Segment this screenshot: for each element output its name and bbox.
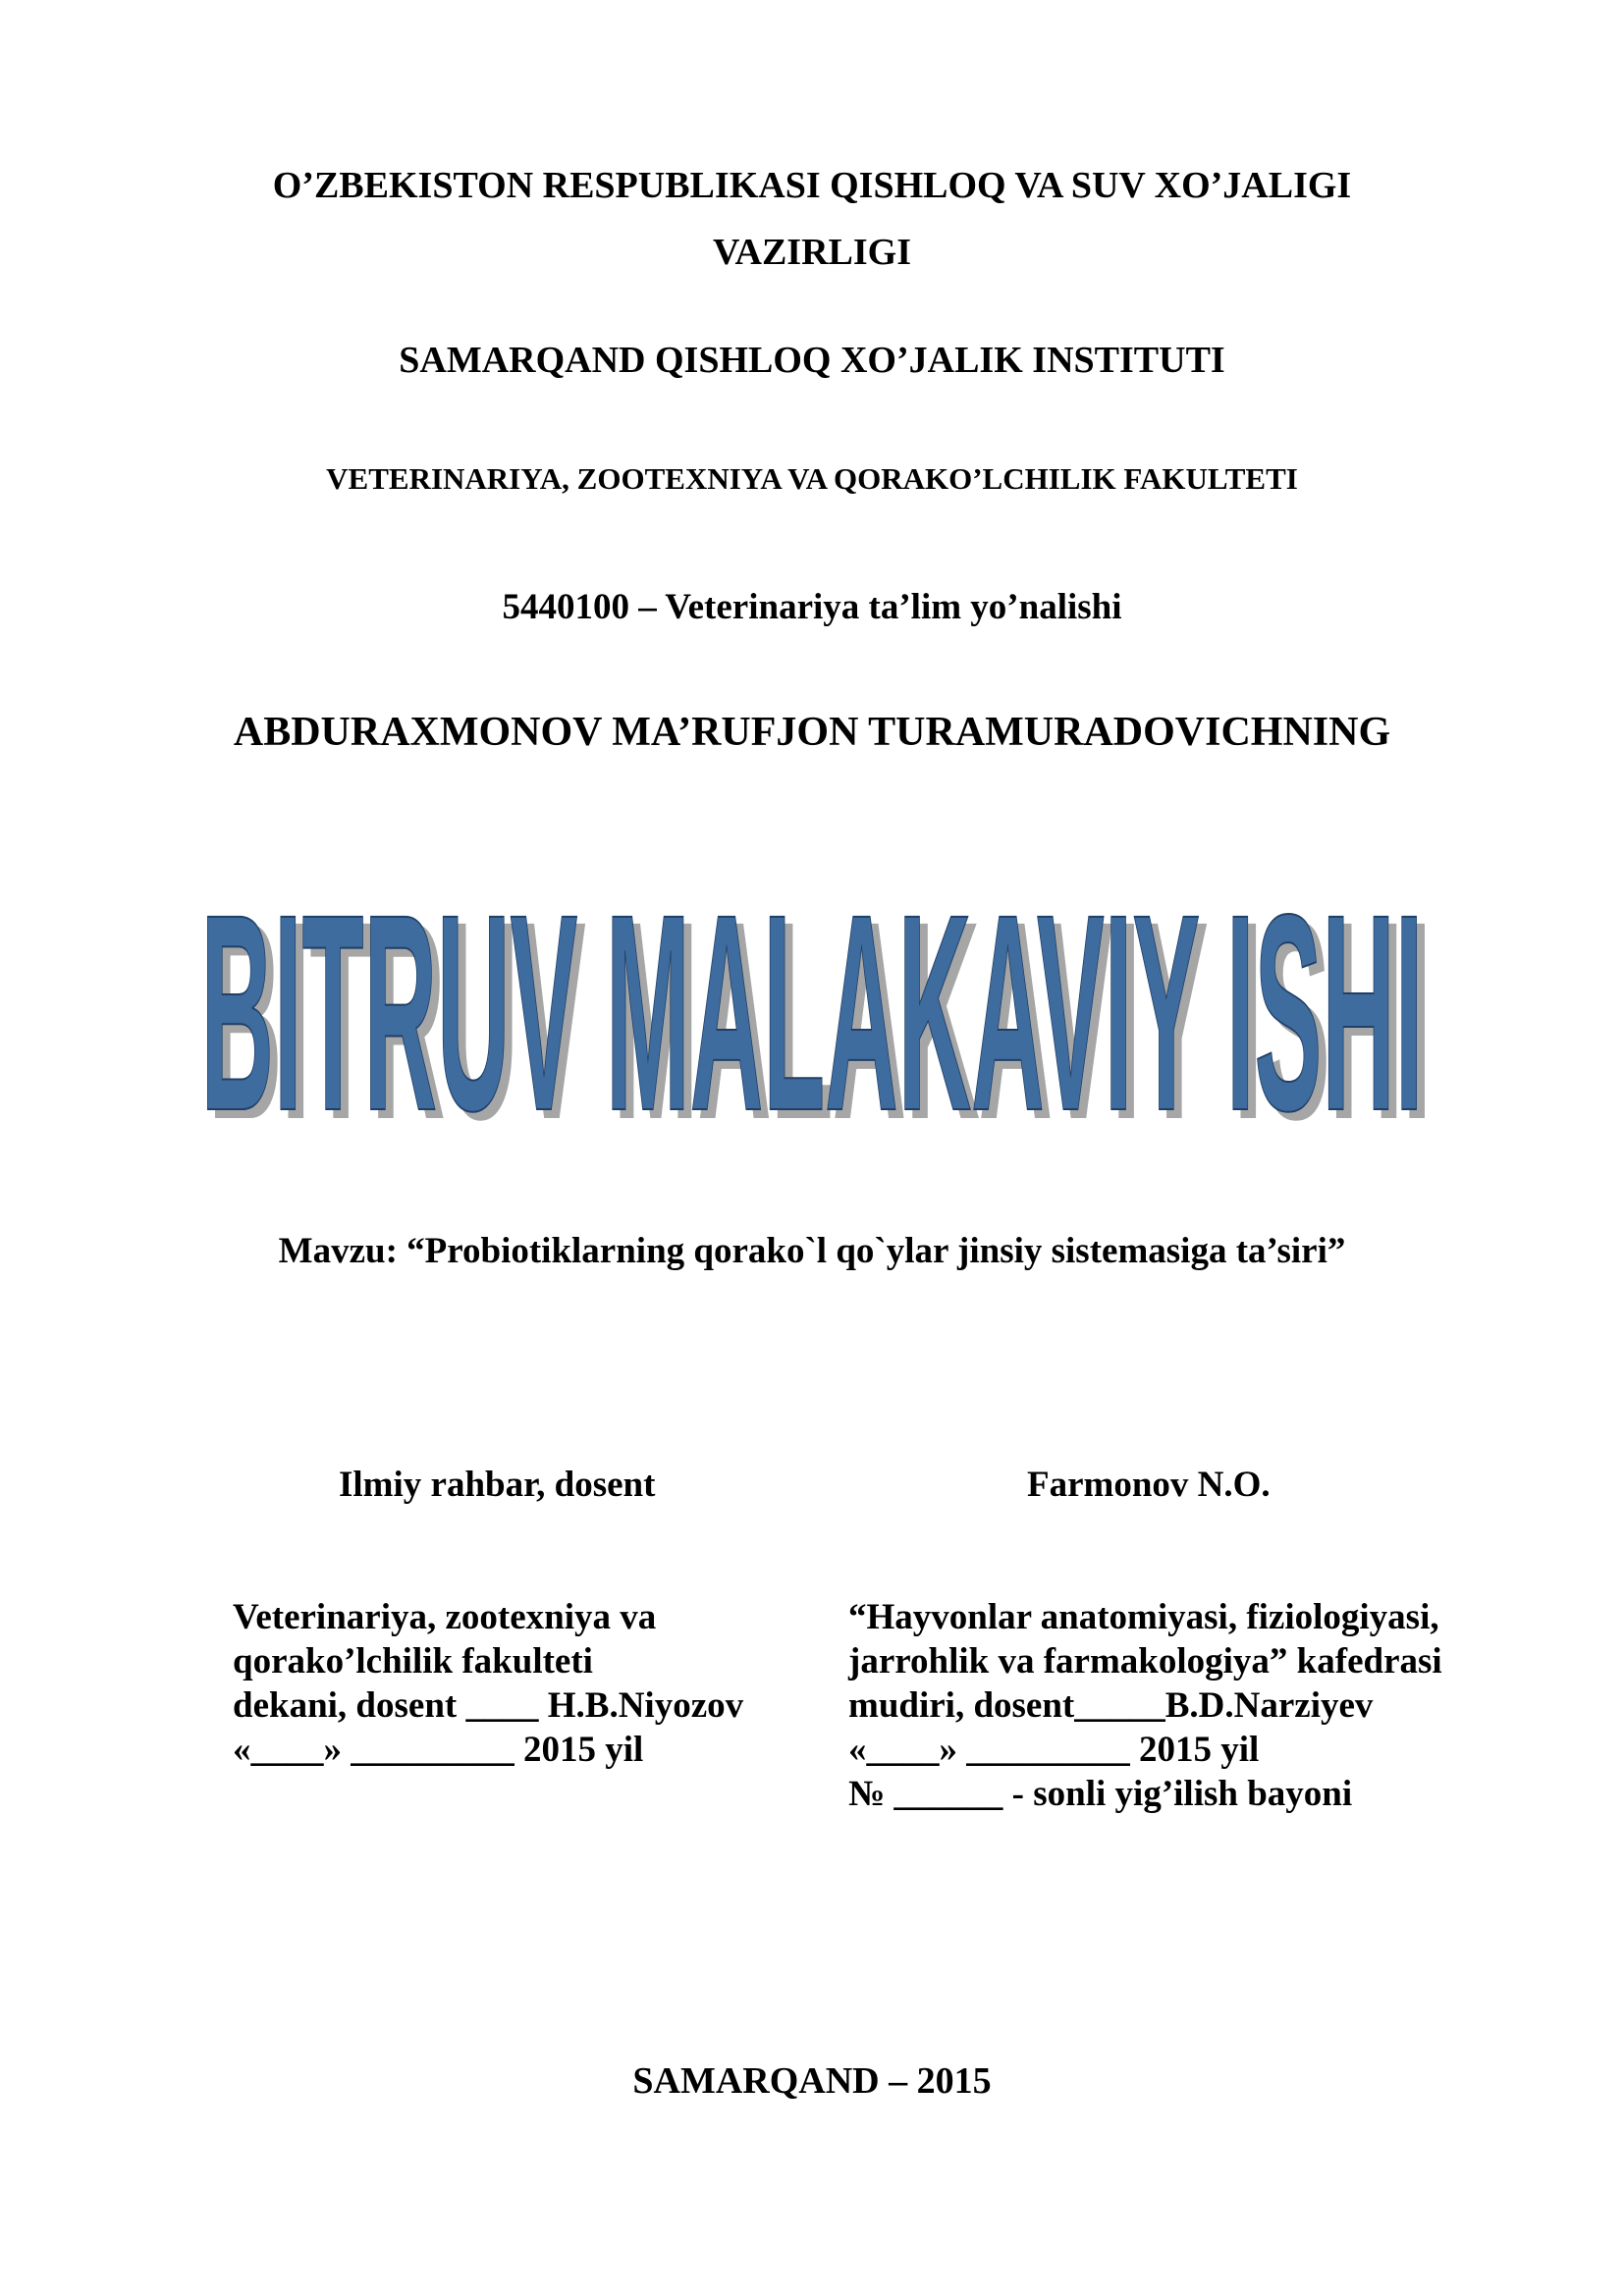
student-name: ABDURAXMONOV MA’RUFJON TURAMURADOVICHNING bbox=[233, 710, 1391, 755]
head-line-2: jarrohlik va farmakologiya” kafedrasi bbox=[848, 1641, 1442, 1682]
head-line-4: «____» _________ 2015 yil bbox=[848, 1730, 1260, 1770]
ministry-line-1: O’ZBEKISTON RESPUBLIKASI QISHLOQ VA SUV XO’JALIGI bbox=[272, 165, 1352, 206]
head-line-3: mudiri, dosent_____B.D.Narziyev bbox=[848, 1685, 1374, 1726]
thesis-title: BITRUV MALAKAVIY ISHI bbox=[200, 857, 1424, 1139]
head-line-1: “Hayvonlar anatomiyasi, fiziologiyasi, bbox=[848, 1597, 1439, 1637]
head-line-5: № ______ - sonli yig’ilish bayoni bbox=[848, 1774, 1353, 1814]
supervisor-name: Farmonov N.O. bbox=[1027, 1465, 1271, 1505]
thesis-title-wordart bbox=[0, 844, 1624, 1139]
dean-line-3: dekani, dosent ____ H.B.Niyozov bbox=[233, 1685, 744, 1726]
supervisor-label: Ilmiy rahbar, dosent bbox=[339, 1465, 656, 1505]
dean-line-2: qorako’lchilik fakulteti bbox=[233, 1641, 593, 1682]
ministry-heading bbox=[0, 152, 1624, 286]
dean-line-1: Veterinariya, zootexniya va bbox=[233, 1597, 657, 1637]
dean-line-4: «____» _________ 2015 yil bbox=[233, 1730, 644, 1770]
education-direction: 5440100 – Veterinariya ta’lim yo’nalishi bbox=[502, 587, 1122, 627]
faculty-name: VETERINARIYA, ZOOTEXNIYA VA QORAKO’LCHILIK FAKULTETI bbox=[326, 461, 1298, 496]
thesis-title-shadow: BITRUV MALAKAVIY ISHI bbox=[208, 865, 1432, 1139]
dean-approval-block bbox=[233, 1595, 743, 1772]
department-head-approval-block bbox=[848, 1595, 1442, 1816]
city-year-footer: SAMARQAND – 2015 bbox=[632, 2060, 992, 2102]
ministry-line-2: VAZIRLIGI bbox=[712, 232, 912, 273]
thesis-topic: Mavzu: “Probiotiklarning qorako`l qo`ylar jinsiy sistemasiga ta’siri” bbox=[278, 1231, 1346, 1271]
institute-name: SAMARQAND QISHLOQ XO’JALIK INSTITUTI bbox=[399, 340, 1225, 381]
